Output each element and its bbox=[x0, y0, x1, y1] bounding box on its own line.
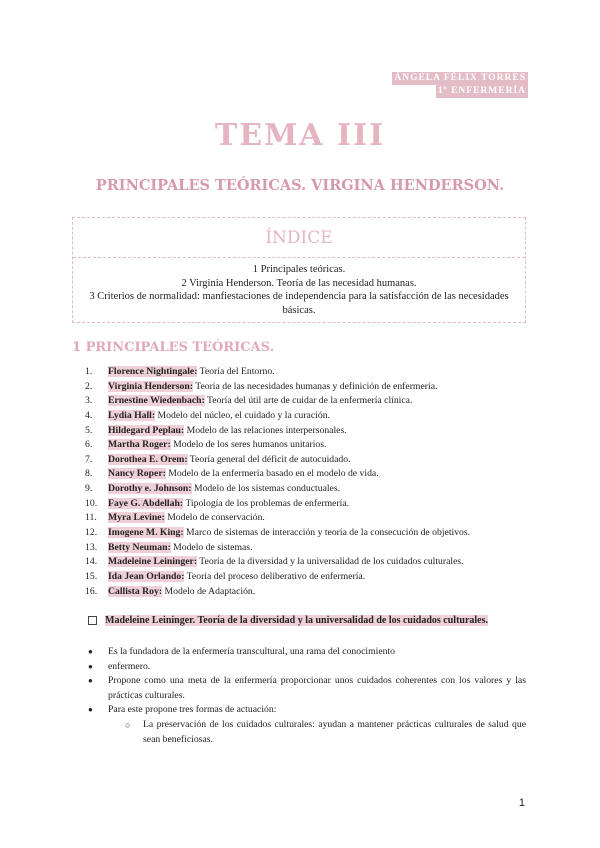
theorist-item bbox=[85, 511, 540, 526]
theorist-number: 9. bbox=[85, 483, 93, 495]
theorist-number: 1. bbox=[85, 366, 93, 377]
theorist-name: Betty Neuman: bbox=[108, 541, 171, 553]
theorist-description: Modelo del núcleo, el cuidado y la curación. bbox=[155, 409, 330, 421]
theorist-name: Faye G. Abdellah: bbox=[108, 497, 184, 509]
theorist-number: 15. bbox=[85, 570, 98, 582]
theorist-description: Modelo de Adaptación. bbox=[162, 585, 256, 597]
theorist-number: 12. bbox=[85, 527, 98, 539]
author-header bbox=[392, 72, 528, 98]
theorist-list bbox=[85, 365, 540, 599]
author-name: ÁNGELA FÉLIX TORRES bbox=[394, 73, 526, 83]
theorist-number: 11. bbox=[85, 512, 97, 524]
theorist-item bbox=[85, 482, 540, 497]
bullet-item bbox=[88, 703, 526, 718]
theorist-name: Lydia Hall: bbox=[108, 409, 156, 421]
theorist-description: Teoría de la diversidad y la universalidad de los cuidados culturales. bbox=[197, 556, 464, 568]
theorist-name: Myra Levine: bbox=[108, 512, 165, 524]
bullet-text: Para este propone tres formas de actuación: bbox=[108, 704, 277, 716]
bullet-item bbox=[88, 645, 526, 660]
theorist-description: Modelo de los sistemas conductuales. bbox=[191, 483, 341, 495]
theorist-description: Teoría del Entorno. bbox=[197, 366, 275, 377]
index-line: 2 Virginia Henderson. Teoría de las necesidad humanas. bbox=[181, 277, 417, 289]
theorist-number: 3. bbox=[85, 395, 93, 407]
bullet-icon: ● bbox=[88, 661, 93, 671]
theorist-item bbox=[85, 380, 540, 395]
theorist-description: Teoría del proceso deliberativo de enfermería. bbox=[184, 570, 366, 582]
index-line: 1 Principales teóricas. bbox=[252, 264, 346, 275]
theorist-name: Dorothy e. Johnson: bbox=[108, 483, 192, 495]
theorist-description: Tipología de los problemas de enfermería. bbox=[183, 497, 350, 509]
theorist-item bbox=[85, 467, 540, 482]
course-label: 1º ENFERMERÍA bbox=[437, 86, 526, 96]
theorist-description: Teoría general del déficit de autocuidado. bbox=[187, 453, 351, 465]
index-box bbox=[72, 217, 526, 323]
focus-title-text: Madeleine Leininger. Teoría de la diversidad y la universalidad de los cuidados culturales. bbox=[105, 615, 489, 626]
theorist-number: 13. bbox=[85, 541, 98, 553]
theorist-item bbox=[85, 394, 540, 409]
theorist-number: 6. bbox=[85, 439, 93, 451]
theorist-number: 2. bbox=[85, 380, 93, 392]
theorist-item bbox=[85, 365, 540, 380]
sub-bullet-text: La preservación de los cuidados culturales: ayudan a mantener prácticas culturales de salud que sean beneficiosas. bbox=[143, 718, 526, 745]
index-body bbox=[73, 258, 525, 317]
theorist-item bbox=[85, 541, 540, 556]
theorist-item bbox=[85, 497, 540, 512]
focus-block bbox=[88, 614, 526, 629]
bullet-text: Propone como una meta de la enfermería proporcionar unos cuidados coherentes con los valores y las prácticas culturales. bbox=[108, 675, 526, 701]
theorist-description: Teoría de las necesidades humanas y definición de enfermería. bbox=[192, 380, 438, 392]
theorist-number: 16. bbox=[85, 585, 98, 597]
theorist-description: Modelo de los seres humanos unitarios. bbox=[170, 439, 327, 451]
theorist-description: Modelo de conservación. bbox=[164, 512, 265, 524]
focus-title-row bbox=[88, 614, 526, 629]
index-line: 3 Criterios de normalidad: manfiestaciones de independencia para la satisfacción de las necesidades básicas. bbox=[89, 291, 509, 316]
index-heading: ÍNDICE bbox=[73, 218, 525, 258]
focus-bullets bbox=[88, 645, 526, 747]
theorist-number: 8. bbox=[85, 468, 93, 480]
section-heading: 1 PRINCIPALES TEÓRICAS. bbox=[72, 340, 275, 355]
theorist-description: Modelo de sistemas. bbox=[170, 541, 253, 553]
theorist-description: Modelo de la enfermería basado en el modelo de vida. bbox=[165, 468, 379, 480]
theorist-name: Madeleine Leininger: bbox=[108, 556, 198, 568]
focus-title bbox=[105, 614, 488, 629]
theorist-number: 4. bbox=[85, 409, 93, 421]
circle-bullet-icon: ○ bbox=[125, 719, 131, 730]
theorist-number: 5. bbox=[85, 424, 93, 436]
theorist-name: Imogene M. King: bbox=[108, 527, 184, 539]
sub-bullet-item bbox=[88, 718, 526, 747]
theorist-item bbox=[85, 438, 540, 453]
theorist-item bbox=[85, 453, 540, 468]
bullet-icon: ● bbox=[88, 676, 93, 686]
theorist-item bbox=[85, 409, 540, 424]
bullet-text: Es la fundadora de la enfermería transcultural, una rama del conocimiento bbox=[108, 646, 396, 657]
checkbox-icon[interactable] bbox=[88, 616, 97, 625]
theorist-name: Virginia Henderson: bbox=[108, 380, 193, 392]
bullet-icon: ● bbox=[88, 647, 93, 656]
theorist-name: Hildegard Peplau: bbox=[108, 424, 185, 436]
theorist-item bbox=[85, 424, 540, 439]
bullet-icon: ● bbox=[88, 705, 93, 715]
bullet-item bbox=[88, 660, 526, 675]
theorist-item bbox=[85, 526, 540, 541]
theorist-name: Ernestine Wiedenbach: bbox=[108, 395, 205, 407]
theorist-name: Dorothea E. Orem: bbox=[108, 453, 188, 465]
theorist-number: 7. bbox=[85, 453, 93, 465]
theorist-number: 14. bbox=[85, 556, 98, 568]
page-title: TEMA III bbox=[214, 118, 386, 153]
theorist-item bbox=[85, 555, 540, 570]
page-number: 1 bbox=[518, 797, 525, 809]
page-subtitle: PRINCIPALES TEÓRICAS. VIRGINA HENDERSON. bbox=[95, 177, 505, 194]
bullet-text: enfermero. bbox=[108, 660, 151, 672]
theorist-number: 10. bbox=[85, 497, 98, 509]
theorist-description: Marco de sistemas de interacción y teoría de la consecución de objetivos. bbox=[183, 527, 471, 539]
theorist-name: Callista Roy: bbox=[108, 585, 163, 597]
theorist-item bbox=[85, 585, 540, 600]
theorist-description: Teoría del útil arte de cuidar de la enfermería clínica. bbox=[204, 395, 413, 407]
theorist-name: Nancy Roper: bbox=[108, 468, 166, 480]
theorist-description: Modelo de las relaciones interpersonales. bbox=[184, 424, 347, 436]
bullet-item bbox=[88, 674, 526, 703]
theorist-name: Martha Roger: bbox=[108, 439, 171, 451]
theorist-name: Ida Jean Orlando: bbox=[108, 570, 185, 582]
theorist-item bbox=[85, 570, 540, 585]
theorist-name: Florence Nightingale: bbox=[108, 366, 198, 377]
